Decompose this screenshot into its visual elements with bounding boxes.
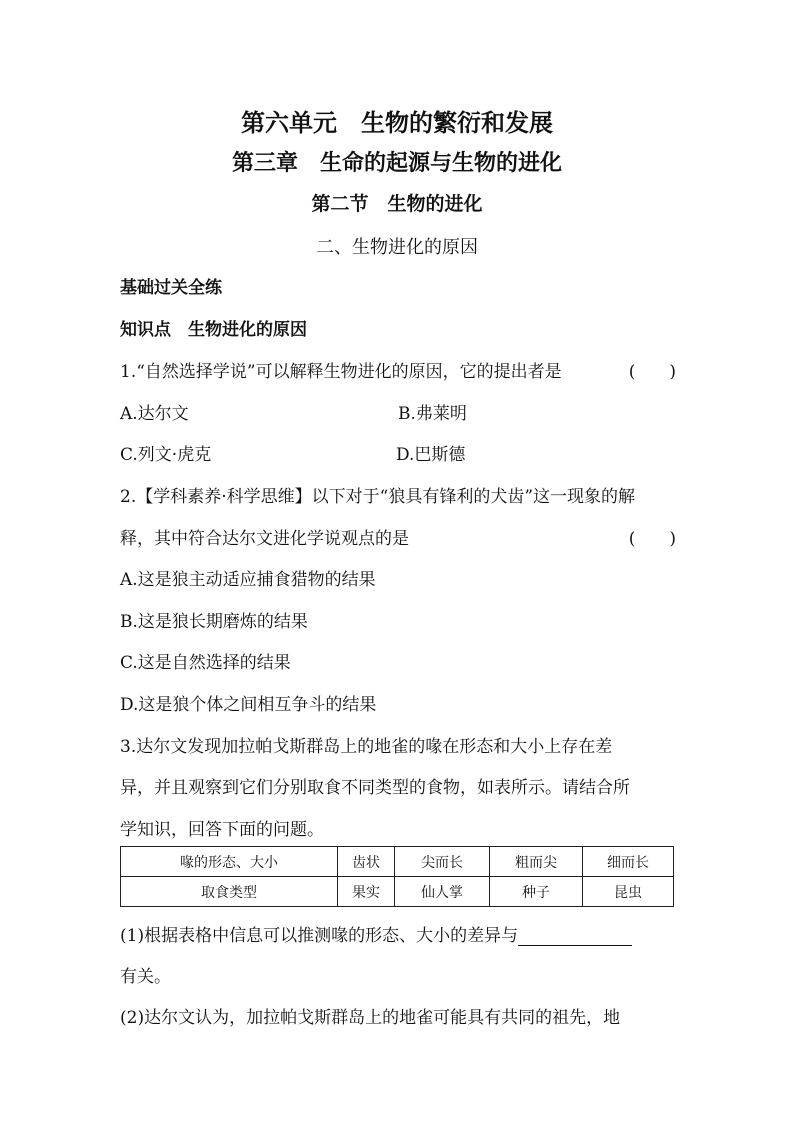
- table-row: [121, 847, 674, 877]
- table-cell: 尖而长: [395, 847, 490, 877]
- question-2-option-d: D.这是狼个体之间相互争斗的结果: [120, 695, 377, 715]
- question-1-option-c: C.列文·虎克: [120, 445, 212, 465]
- knowledge-point: 知识点 生物进化的原因: [120, 320, 307, 340]
- question-1-option-a: A.达尔文: [120, 404, 189, 424]
- answer-blank[interactable]: [518, 927, 632, 946]
- question-3-sub-2-line-1: (2)达尔文认为，加拉帕戈斯群岛上的地雀可能具有共同的祖先，地: [120, 1008, 621, 1028]
- table-cell: 取食类型: [121, 877, 338, 907]
- question-3-sub-1-text: (1)根据表格中信息可以推测喙的形态、大小的差异与: [120, 926, 519, 946]
- question-1-option-d: D.巴斯德: [396, 445, 466, 465]
- question-2-paren: ( ): [628, 529, 676, 549]
- question-3-stem-line-2: 异，并且观察到它们分别取食不同类型的食物，如表所示。请结合所: [120, 778, 630, 798]
- question-3-sub-1-line-2: 有关。: [120, 967, 171, 987]
- question-3-stem-line-3: 学知识，回答下面的问题。: [120, 820, 324, 840]
- table-cell: 种子: [490, 877, 583, 907]
- practice-heading: 基础过关全练: [120, 278, 222, 298]
- question-1-paren: ( ): [628, 362, 676, 382]
- question-2-stem-line-2: 释，其中符合达尔文进化学说观点的是: [120, 529, 409, 549]
- table-cell: 昆虫: [583, 877, 674, 907]
- question-2-option-a: A.这是狼主动适应捕食猎物的结果: [120, 570, 376, 590]
- question-1-stem: 1.“自然选择学说”可以解释生物进化的原因，它的提出者是: [120, 362, 562, 382]
- table-cell: 细而长: [583, 847, 674, 877]
- section-title: 第二节 生物的进化: [311, 193, 483, 215]
- question-2-option-c: C.这是自然选择的结果: [120, 653, 291, 673]
- table-cell: 粗而尖: [490, 847, 583, 877]
- question-3-sub-1-line-1: [120, 921, 632, 946]
- question-3-stem-line-1: 3.达尔文发现加拉帕戈斯群岛上的地雀的喙在形态和大小上存在差: [120, 737, 613, 757]
- table-cell: 喙的形态、大小: [121, 847, 338, 877]
- table-cell: 齿状: [338, 847, 395, 877]
- table-cell: 仙人掌: [395, 877, 490, 907]
- question-2-option-b: B.这是狼长期磨炼的结果: [120, 612, 308, 632]
- question-2-stem-line-1: 2.【学科素养·科学思维】以下对于“狼具有锋利的犬齿”这一现象的解: [120, 487, 636, 507]
- question-1-option-b: B.弗莱明: [398, 404, 467, 424]
- chapter-title: 第三章 生命的起源与生物的进化: [231, 151, 562, 176]
- subsection-title: 二、生物进化的原因: [316, 237, 478, 258]
- table-row: [121, 877, 674, 907]
- table-cell: 果实: [338, 877, 395, 907]
- beak-food-table: [120, 846, 674, 907]
- unit-title: 第六单元 生物的繁衍和发展: [241, 109, 553, 137]
